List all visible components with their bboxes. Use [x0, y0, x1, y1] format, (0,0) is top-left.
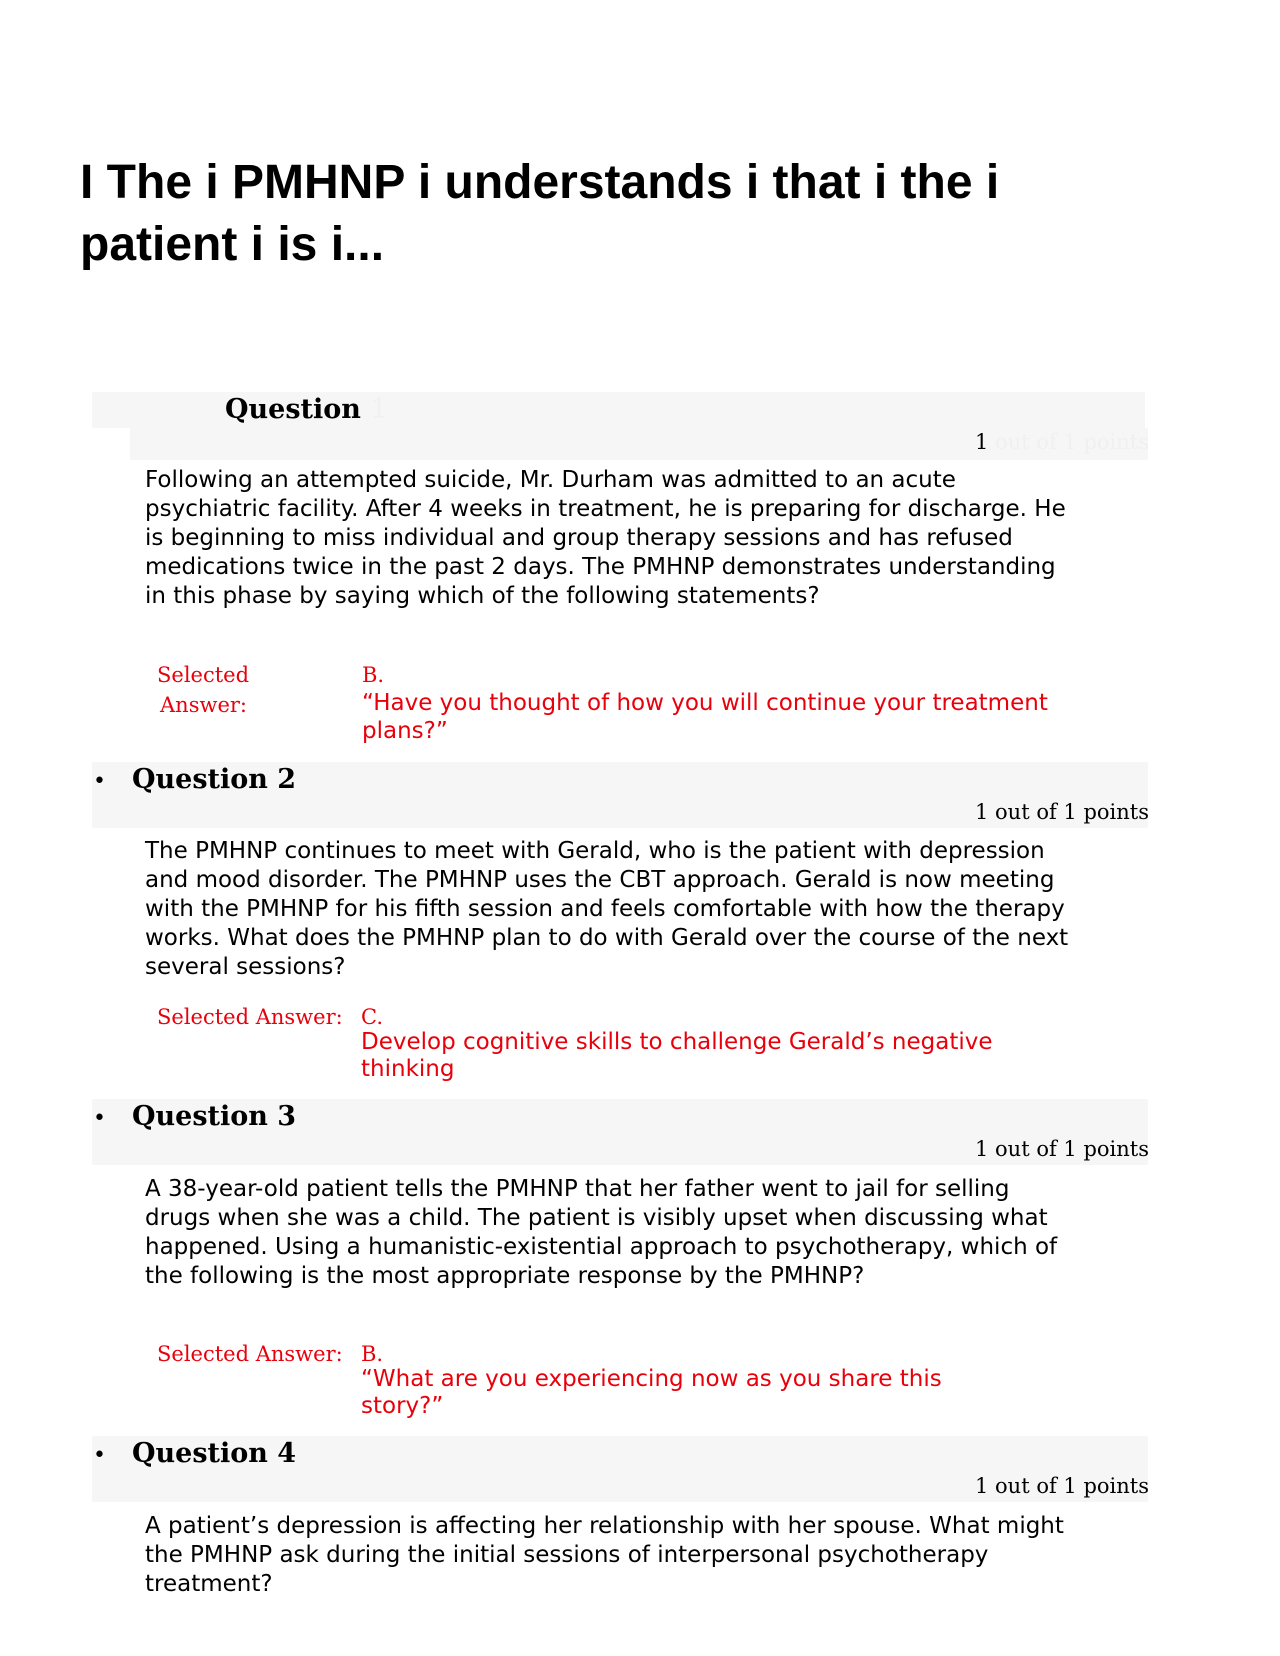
- question-1-answer-text: “Have you thought of how you will continue your treatment plans?”: [362, 690, 1048, 744]
- question-2-heading: Question 2: [132, 764, 297, 795]
- question-4-bullet: •: [93, 1443, 106, 1468]
- question-3-answer-letter: B.: [361, 1342, 384, 1366]
- question-2-answer-label: Selected Answer:: [157, 1005, 343, 1029]
- question-3-points: 1 out of 1 points: [975, 1137, 1149, 1161]
- question-2-points: 1 out of 1 points: [975, 800, 1149, 824]
- question-3-heading: Question 3: [132, 1101, 297, 1132]
- question-3-bullet: •: [93, 1106, 106, 1131]
- question-4-text: A patient’s depression is affecting her relationship with her spouse. What might the PMHNP ask during the initial sessions of interpersonal psychotherapy treatment?: [145, 1513, 1064, 1597]
- question-4-points: 1 out of 1 points: [975, 1474, 1149, 1498]
- question-1-answer-label: Selected Answer:: [157, 663, 250, 717]
- question-2-bullet: •: [93, 769, 106, 794]
- question-3-answer-text: “What are you experiencing now as you share this story?”: [361, 1366, 942, 1419]
- question-2-text: The PMHNP continues to meet with Gerald, who is the patient with depression and mood disorder. The PMHNP uses the CBT approach. Gerald is now meeting with the PMHNP for his fifth session and feels comfortable with how the therapy works. What does the PMHNP plan to do with Gerald over the course of the next several sessions?: [145, 838, 1069, 980]
- question-1-points: 1 out of 1 points: [974, 430, 1149, 454]
- question-2-answer-text: Develop cognitive skills to challenge Gerald’s negative thinking: [361, 1029, 993, 1082]
- question-4-heading: Question 4: [132, 1438, 297, 1469]
- question-1-number: 1: [370, 394, 388, 425]
- question-1-text: Following an attempted suicide, Mr. Durham was admitted to an acute psychiatric facility. After 4 weeks in treatment, he is preparing for discharge. He is beginning to miss individual and group therapy sessions and has refused medications twice in the past 2 days. The PMHNP demonstrates understanding in this phase by saying which of the following statements?: [145, 467, 1066, 609]
- question-3-text: A 38-year-old patient tells the PMHNP that her father went to jail for selling drugs when she was a child. The patient is visibly upset when discussing what happened. Using a humanistic-existential approach to psychotherapy, which of the following is the most appropriate response by the PMHNP?: [145, 1176, 1058, 1289]
- question-1-heading: Question 1: [225, 394, 388, 425]
- document-title: I The i PMHNP i understands i that i the i patient i is i...: [80, 156, 1000, 271]
- question-3-answer-label: Selected Answer:: [157, 1342, 343, 1366]
- question-2-answer-letter: C.: [361, 1005, 383, 1029]
- question-1-answer-letter: B.: [362, 663, 385, 687]
